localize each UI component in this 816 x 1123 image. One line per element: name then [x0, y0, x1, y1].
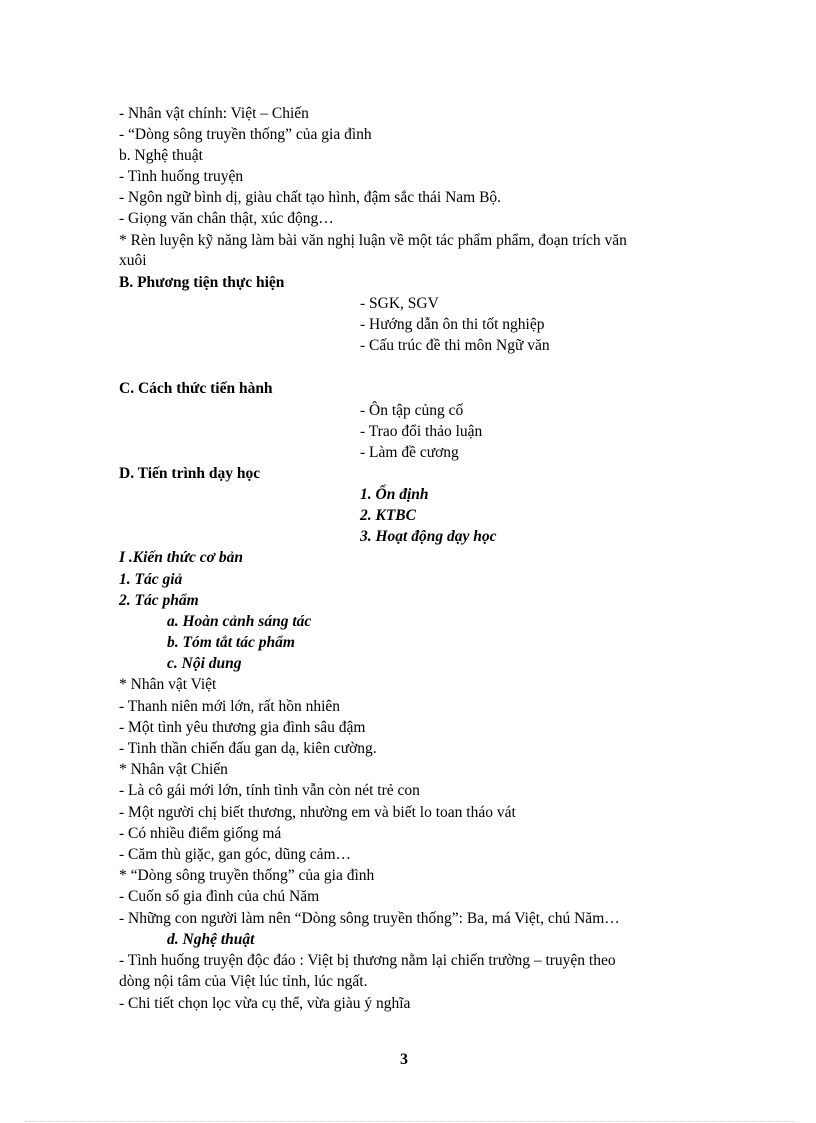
- list-item: - Tinh thần chiến đấu gan dạ, kiên cường.: [119, 740, 377, 757]
- heading-tac-pham: 2. Tác phẩm: [119, 592, 199, 609]
- section-b-item: - Hướng dẫn ôn thi tốt nghiệp: [360, 316, 545, 333]
- section-b-title: B. Phương tiện thực hiện: [119, 274, 285, 291]
- text-line: - Ngôn ngữ bình dị, giàu chất tạo hình, đậm sắc thái Nam Bộ.: [119, 189, 502, 206]
- section-c-item: - Làm đề cương: [360, 444, 459, 461]
- heading-hoan-canh: a. Hoàn cảnh sáng tác: [167, 613, 312, 630]
- section-d-item: 1. Ổn định: [360, 486, 429, 503]
- list-item: - Một người chị biết thương, nhường em và biết lo toan tháo vát: [119, 804, 516, 821]
- dong-song-title: * “Dòng sông truyền thống” của gia đình: [119, 867, 375, 884]
- list-item: - Cuốn sổ gia đình của chú Năm: [119, 888, 320, 905]
- text-line: - “Dòng sông truyền thống” của gia đình: [119, 126, 372, 143]
- text-line: dòng nội tâm của Việt lúc tỉnh, lúc ngất.: [119, 973, 368, 990]
- heading-nghe-thuat: d. Nghệ thuật: [167, 931, 255, 948]
- list-item: - Thanh niên mới lớn, rất hồn nhiên: [119, 698, 341, 715]
- section-c-title: C. Cách thức tiến hành: [119, 380, 273, 397]
- list-item: - Căm thù giặc, gan góc, dũng cảm…: [119, 846, 352, 863]
- heading-kien-thuc: I .Kiến thức cơ bản: [119, 549, 243, 566]
- section-d-item: 3. Hoạt động dạy học: [360, 528, 497, 545]
- text-line: xuôi: [119, 252, 147, 269]
- text-line: - Tình huống truyện độc đáo : Việt bị thương nằm lại chiến trường – truyện theo: [119, 952, 616, 969]
- list-item: - Là cô gái mới lớn, tính tình vẫn còn nét trẻ con: [119, 782, 420, 799]
- list-item: - Có nhiều điểm giống má: [119, 825, 282, 842]
- heading-tac-gia: 1. Tác giả: [119, 571, 183, 588]
- text-line: - Nhân vật chính: Việt – Chiến: [119, 105, 309, 122]
- section-d-item: 2. KTBC: [360, 507, 416, 524]
- list-item: - Một tình yêu thương gia đình sâu đậm: [119, 719, 366, 736]
- text-line: - Tình huống truyện: [119, 168, 244, 185]
- text-line: * Rèn luyện kỹ năng làm bài văn nghị luận về một tác phẩm phẩm, đoạn trích văn: [119, 232, 627, 249]
- heading-noi-dung: c. Nội dung: [167, 655, 242, 672]
- page-number: 3: [400, 1051, 408, 1068]
- section-b-item: - SGK, SGV: [360, 295, 439, 312]
- chien-title: * Nhân vật Chiến: [119, 761, 228, 778]
- section-c-item: - Ôn tập củng cố: [360, 402, 464, 419]
- section-c-item: - Trao đổi thảo luận: [360, 423, 483, 440]
- text-line: b. Nghệ thuật: [119, 147, 203, 164]
- section-b-item: - Cấu trúc đề thi môn Ngữ văn: [360, 337, 550, 354]
- text-line: - Chi tiết chọn lọc vừa cụ thể, vừa giàu ý nghĩa: [119, 995, 411, 1012]
- viet-title: * Nhân vật Việt: [119, 676, 217, 693]
- list-item: - Những con người làm nên “Dòng sông truyền thống”: Ba, má Việt, chú Năm…: [119, 910, 620, 927]
- page-bottom-divider: [25, 1121, 795, 1122]
- section-d-title: D. Tiến trình dạy học: [119, 465, 261, 482]
- text-line: - Giọng văn chân thật, xúc động…: [119, 210, 334, 227]
- heading-tom-tat: b. Tóm tắt tác phẩm: [167, 634, 295, 651]
